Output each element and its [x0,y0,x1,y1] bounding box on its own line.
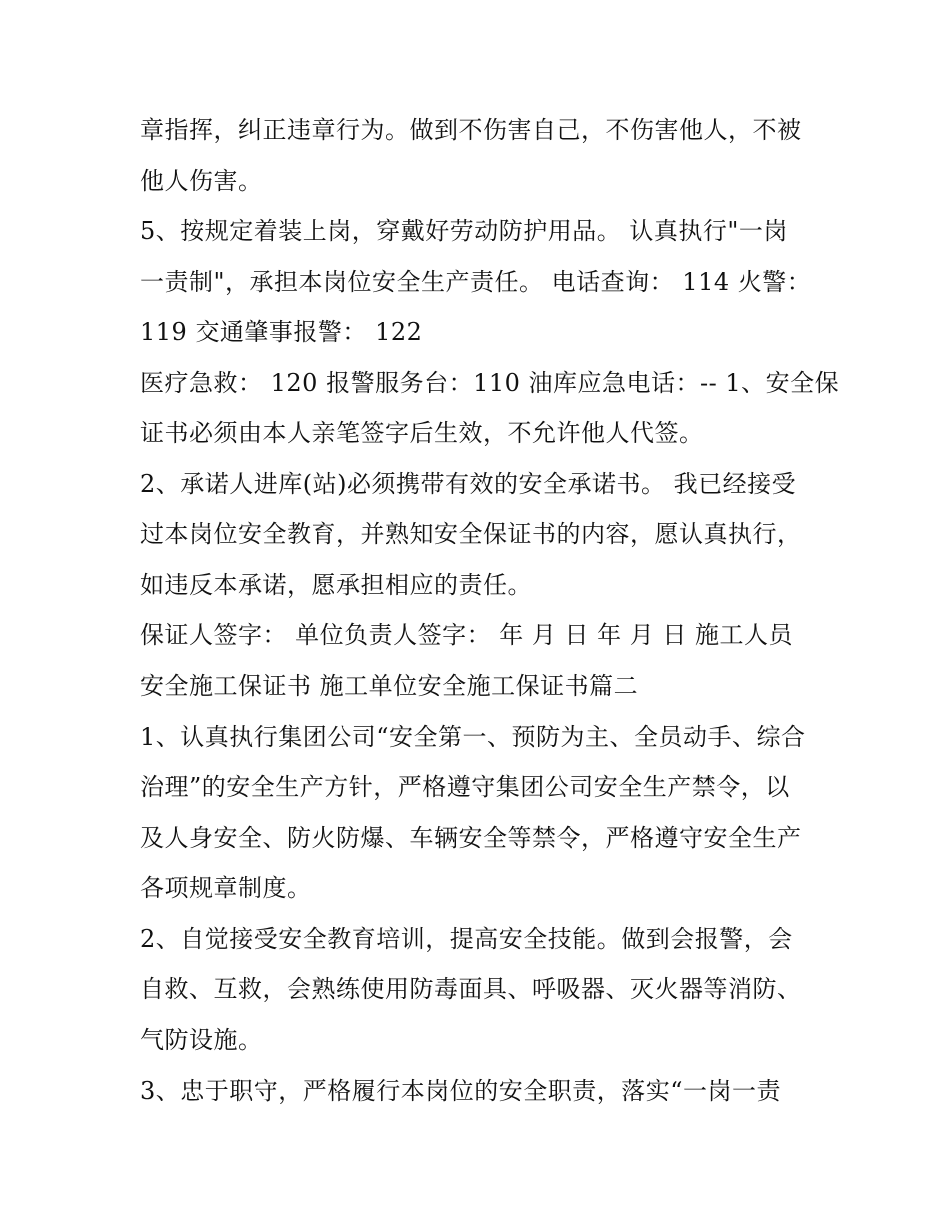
text-line: 医疗急救： 120 报警服务台：110 油库应急电话：-- 1、安全保 [140,369,840,397]
text-line: 119 交通肇事报警： 122 [140,318,423,346]
text-line: 2、承诺人进库(站)必须携带有效的安全承诺书。 我已经接受 [140,470,797,498]
text-line: 5、按规定着装上岗，穿戴好劳动防护用品。 认真执行"一岗 [140,217,788,245]
text-line: 自救、互救，会熟练使用防毒面具、呼吸器、灭火器等消防、 [140,975,802,1003]
text-line: 及人身安全、防火防爆、车辆安全等禁令，严格遵守安全生产 [140,824,802,852]
text-line: 治理”的安全生产方针，严格遵守集团公司安全生产禁令，以 [140,773,790,801]
text-line: 3、忠于职守，严格履行本岗位的安全职责，落实“一岗一责 [140,1077,782,1105]
text-line: 各项规章制度。 [140,874,312,902]
text-line: 安全施工保证书 施工单位安全施工保证书篇二 [140,672,639,700]
text-line: 他人伤害。 [140,167,263,195]
text-line: 2、自觉接受安全教育培训，提高安全技能。做到会报警，会 [140,925,793,953]
text-line: 过本岗位安全教育，并熟知安全保证书的内容，愿认真执行， [140,520,802,548]
text-line: 如违反本承诺，愿承担相应的责任。 [140,571,532,599]
text-line: 一责制"，承担本岗位安全生产责任。 电话查询： 114 火警： [140,268,812,296]
text-line: 保证人签字： 单位负责人签字： 年 月 日 年 月 日 施工人员 [140,621,794,649]
text-line: 章指挥，纠正违章行为。做到不伤害自己，不伤害他人，不被 [140,116,802,144]
text-line: 气防设施。 [140,1026,263,1054]
text-line: 证书必须由本人亲笔签字后生效，不允许他人代签。 [140,419,704,447]
text-line: 1、认真执行集团公司“安全第一、预防为主、全员动手、综合 [140,723,806,751]
